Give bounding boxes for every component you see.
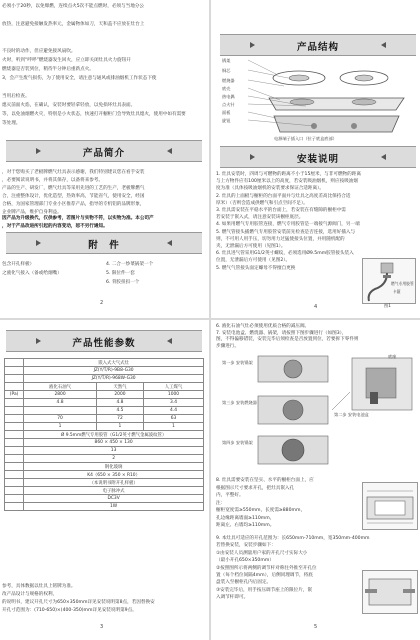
text-line: 距离左、右墙均≥110mm。 bbox=[216, 523, 275, 528]
text-line: 盘装入至橱柜孔内后固定。 bbox=[216, 580, 272, 586]
text-line: 5. 燃气管接头插燃气专用胶管安装前先检查是否连接，选用好插入与 bbox=[216, 229, 356, 235]
text-line: 若替换安装，安装步骤如下： bbox=[216, 543, 276, 549]
text-line: 等，以免油烟燃火灾，特别是小火状态，快速打开橱柜门会导致灶具熄火，使用中如有需要 bbox=[2, 112, 186, 117]
structure-label: 底壳 bbox=[222, 86, 231, 91]
table-row bbox=[5, 383, 204, 391]
text-line: 7. 安装电池盒、燃烧器、锅架，请按照下图步骤进行（如图3）， bbox=[216, 330, 347, 336]
table-row bbox=[5, 503, 204, 511]
table-cell: 860 × 450 × 130 bbox=[24, 439, 204, 447]
table-row bbox=[5, 431, 204, 439]
table-cell: 天然气 bbox=[96, 383, 143, 391]
table-cell bbox=[5, 463, 24, 471]
structure-label: 燃烧器 bbox=[222, 78, 235, 83]
table-cell: 1 bbox=[144, 423, 204, 431]
table-cell bbox=[5, 479, 24, 487]
table-row bbox=[5, 423, 204, 431]
table-cell bbox=[24, 407, 97, 415]
table-cell: 钢化玻璃 bbox=[24, 463, 204, 471]
table-row bbox=[5, 439, 204, 447]
text-line: 不良时的动作，但应避免接风扇吹。 bbox=[2, 49, 76, 54]
table-cell: 2000 bbox=[96, 391, 143, 399]
text-line: 的说明书，建议开孔尺寸为650×350mm详见安装说明第8点，若因替换安 bbox=[2, 600, 155, 605]
figure-label: 第三步 安装燃烧器 bbox=[222, 400, 257, 405]
table-cell bbox=[5, 495, 24, 503]
assembly-steps-diagram bbox=[220, 352, 416, 468]
section-title: 产品结构 bbox=[296, 42, 339, 53]
assembly-figure bbox=[220, 352, 416, 468]
text-line: 若安装于嵌入式，请注意安装该橱柜底层。 bbox=[216, 215, 304, 221]
text-line: 则，不可用人用手压，切勿用力过猛使接头位置，并用随机配的 bbox=[216, 236, 345, 242]
section-banner-intro bbox=[6, 140, 202, 162]
manual-page-2 bbox=[0, 0, 206, 316]
accessory-item: 之液化气接入（备或给烟嘴） bbox=[2, 271, 62, 276]
text-line: 火时，听到“呼呼”燃烧器发生回火，应立即关闭灶具火力旋钮开 bbox=[2, 58, 131, 63]
table-cell bbox=[5, 439, 24, 447]
text-line: 3，会产生废气损伤，为了使用安全，请注意与通风或排油烟机工作状态下使 bbox=[2, 76, 157, 81]
structure-label: 铜芯 bbox=[222, 68, 231, 73]
text-line: 产品的生产、研发厂，燃气灶具等采用先进的工艺的生产，老板牌燃气 bbox=[2, 186, 145, 191]
table-cell: 70 bbox=[24, 415, 97, 423]
spec-table bbox=[4, 358, 204, 511]
banner-arrow-right-icon bbox=[167, 338, 172, 344]
section-title: 产品性能参数 bbox=[72, 338, 136, 349]
table-cell: 液化石油气 bbox=[24, 383, 97, 391]
text-line: 与上方物件应有100厘米以上的高度，若安装吸油烟机，则应按吸油烟 bbox=[216, 179, 358, 185]
cutout-dimension-diagram bbox=[363, 483, 417, 529]
section-banner-accessories bbox=[6, 232, 202, 254]
table-row bbox=[5, 463, 204, 471]
page-number: 4 bbox=[314, 304, 318, 310]
text-line: 橱柜宽度需≥550mm，长度需≥880mm， bbox=[216, 508, 306, 513]
table-cell: 4.8 bbox=[96, 399, 143, 407]
table-cell bbox=[5, 487, 24, 495]
stove-exploded-view bbox=[214, 56, 420, 146]
table-cell bbox=[5, 415, 24, 423]
accessory-item: 6. 背胶扭扣一个 bbox=[106, 280, 140, 285]
structure-label: 面板 bbox=[222, 110, 231, 115]
table-cell bbox=[5, 383, 24, 391]
table-row bbox=[5, 495, 204, 503]
text-line: 参考，具体数据以灶具上铭牌为准。 bbox=[2, 584, 76, 589]
table-row bbox=[5, 415, 204, 423]
table-cell: 1000 bbox=[144, 391, 204, 399]
table-cell: 72 bbox=[96, 415, 143, 423]
page-number: 2 bbox=[100, 300, 104, 306]
table-cell: 人工煤气 bbox=[144, 383, 204, 391]
text-line: 必须小于20秒，以免爆燃，连续点火5次不能点燃时，必须与当地分公 bbox=[2, 4, 144, 9]
table-cell: JZ(Y/T/R)-968W-G30 bbox=[24, 375, 204, 383]
text-line: 孔边缘距离墙面≥110mm， bbox=[216, 515, 275, 521]
text-line: 6. 灶具进气管采用G1/2英寸螺纹，必须选用Ø9.5mm胶管接头装入 bbox=[216, 251, 354, 257]
manual-page-4 bbox=[214, 0, 420, 316]
text-line: 4. 如果用燃气专用胶管连接，燃气专用胶管是一端接气源阀门，另一端 bbox=[216, 222, 360, 228]
table-row bbox=[5, 399, 204, 407]
table-cell bbox=[5, 471, 24, 479]
table-cell bbox=[5, 375, 24, 383]
section-title: 安装说明 bbox=[296, 154, 339, 165]
text-line: ③安装完毕后，用手按压调节座上的限位片，嵌 bbox=[216, 587, 312, 593]
table-cell bbox=[5, 431, 24, 439]
text-line: 度为准（具体按吸油烟机的安装要求保证合适距离）。 bbox=[216, 186, 324, 192]
table-cell: （本说明书附开孔样板） bbox=[24, 479, 204, 487]
text-line: 位置，无泄漏后方可使用（见图2）。 bbox=[216, 258, 291, 264]
table-cell: 3.4 bbox=[144, 399, 204, 407]
structure-label: 热电偶 bbox=[222, 94, 235, 99]
table-cell: 4.4 bbox=[144, 407, 204, 415]
table-cell: JZ(Y/T/R)-9B8-G30 bbox=[24, 367, 204, 375]
table-cell bbox=[5, 455, 24, 463]
table-row bbox=[5, 375, 204, 383]
text-line: 9. 本灶具可适应的开孔范围为：长650mm-710mm，宽350mm-400mm bbox=[216, 536, 370, 541]
text-line: 企业牌产品，维护自身利益。 bbox=[2, 210, 62, 215]
table-cell: (Pa) bbox=[5, 391, 24, 399]
page-number: 3 bbox=[100, 624, 104, 630]
table-cell: 63 bbox=[144, 415, 204, 423]
structure-caption: 电源端子插入口（拉子底盒底部） bbox=[274, 136, 337, 141]
table-cell bbox=[5, 503, 24, 511]
banner-arrow-right-icon bbox=[167, 240, 172, 246]
adjust-bar-diagram bbox=[363, 571, 417, 613]
table-cell: DC3V bbox=[24, 495, 204, 503]
section-banner-install bbox=[220, 146, 416, 168]
table-row bbox=[5, 391, 204, 399]
booklet-fold-horizontal bbox=[0, 318, 420, 320]
text-line: 合格，为国家管理部门专业小区推荐产品，指导的专机铝的品牌形象， bbox=[2, 202, 145, 207]
cutout-figure bbox=[362, 482, 418, 530]
hose-figure bbox=[362, 258, 416, 304]
table-cell: 4.5 bbox=[96, 407, 143, 415]
table-cell: 1 bbox=[96, 423, 143, 431]
table-row bbox=[5, 471, 204, 479]
table-row bbox=[5, 407, 204, 415]
adjust-figure bbox=[362, 570, 418, 614]
banner-arrow-right-icon bbox=[381, 42, 386, 48]
text-line: 6. 液化石油气灶必须使用优质合格的减压阀。 bbox=[216, 324, 310, 329]
table-row bbox=[5, 367, 204, 375]
section-banner-specs bbox=[6, 330, 202, 352]
section-title: 产品简介 bbox=[82, 148, 125, 159]
table-cell: 1 bbox=[24, 423, 97, 431]
accessory-item: 5. 限位件一套 bbox=[106, 271, 135, 276]
text-line: 夹，无泄漏后方可使用（见图1）。 bbox=[216, 244, 286, 249]
text-line: 当用后检查。 bbox=[2, 94, 30, 99]
text-line: 熄灭前面火焰，在确认，安装时要轻拿轻放，以免损坏灶具表面。 bbox=[2, 103, 136, 108]
table-cell bbox=[5, 359, 24, 367]
figure-label: 燃气专用胶管 bbox=[391, 281, 414, 286]
accessory-item: 4. 二合一炒菜锅架一个 bbox=[106, 262, 154, 267]
text-line: 因产品为升级换代，仅供参考，若图片与实物不符，以实物为准。本公司产 bbox=[2, 216, 154, 221]
table-cell: 4.8 bbox=[24, 399, 97, 407]
booklet-fold-vertical bbox=[209, 0, 211, 640]
text-line: 5. 燃气气管接头面定螺母不得擅自更换 bbox=[216, 265, 296, 271]
text-line: 置（每个档位间隔4mm），后侧同理调节，将底 bbox=[216, 573, 313, 578]
table-cell bbox=[5, 367, 24, 375]
table-cell: 嵌入式大气式灶 bbox=[24, 359, 204, 367]
text-line: 入调节杆即可。 bbox=[216, 595, 249, 601]
table-cell: 13 bbox=[24, 447, 204, 455]
text-line: ②按照图所示将两侧的调节杆对称往外推至开孔位 bbox=[216, 565, 317, 571]
text-line: 等处理。 bbox=[2, 121, 21, 126]
figure-label: 第四步 安装锅架 bbox=[222, 440, 253, 445]
table-row bbox=[5, 455, 204, 463]
text-line: 放热，注意避免接触发热率元，金属物体如刀，天和盖不应放在灶台上 bbox=[2, 22, 145, 27]
text-line: ，必要阅读说明书，并将其保存，以备将来参考。 bbox=[2, 178, 104, 183]
text-line: 内，平整好。 bbox=[216, 493, 244, 498]
text-line: 1. 灶具安装时，四周与可燃物的距离不小于15厘米，与非可燃物的距离 bbox=[216, 172, 361, 177]
text-line: 步骤进行。 bbox=[216, 343, 239, 349]
table-cell: 电子脉冲式 bbox=[24, 487, 204, 495]
text-line: 8. 灶具需要安装在坚实、水平的橱柜台面上，应 bbox=[216, 478, 314, 483]
table-cell: 2800 bbox=[24, 391, 97, 399]
section-banner-structure bbox=[220, 34, 416, 56]
text-line: 合，注重整体设计，优化造型，热效率高，节能省气，使用安全，经国 bbox=[2, 194, 145, 199]
text-line: 根据图示尺寸要求开孔，把灶具嵌入孔 bbox=[216, 485, 295, 491]
text-line: （最小开孔650×350mm） bbox=[216, 558, 274, 564]
text-line: ，对于您购买了老板牌燃气灶具表示感谢，我们特别建议您在看手安装 bbox=[2, 170, 145, 175]
table-row bbox=[5, 447, 204, 455]
text-line: 改产品设计与规格的权利， bbox=[2, 592, 58, 597]
figure-label: 第一步 安装锅架 bbox=[222, 360, 253, 365]
text-line: 3. 灶具需安装在平稳水平的台面上，若安装在有缝隙的橱柜中需 bbox=[216, 208, 346, 213]
accessory-item: 包含开孔样板） bbox=[2, 262, 35, 267]
table-row bbox=[5, 479, 204, 487]
table-cell bbox=[5, 423, 24, 431]
text-line: 2. 灶具的上面板与橱柜的台面平面并与灶具之高度差高比保持合适 bbox=[216, 193, 351, 199]
figure-label: 卡箍 bbox=[393, 289, 401, 294]
page-number: 5 bbox=[314, 624, 318, 630]
text-line: 注： bbox=[216, 500, 226, 506]
text-line: 厚米）（否则会造成供燃气和引点空间不足）。 bbox=[216, 200, 308, 206]
text-line: ，对于产品改进所引起的内容变动，恕不另行通知。 bbox=[2, 224, 108, 229]
structure-label: 锅架 bbox=[222, 58, 231, 63]
banner-arrow-right-icon bbox=[167, 148, 172, 154]
text-line: 图，不得偏移错装，安装完毕后须检查是否放置到位，若要拆下零件则 bbox=[216, 337, 359, 342]
text-line: 燃烧器是否装到位，稍待半分钟后重新点火。 bbox=[2, 67, 94, 72]
banner-arrow-right-icon bbox=[381, 154, 386, 160]
table-row bbox=[5, 359, 204, 367]
manual-page-5 bbox=[214, 322, 420, 640]
table-row bbox=[5, 487, 204, 495]
table-cell: 1W bbox=[24, 503, 204, 511]
table-cell bbox=[5, 407, 24, 415]
manual-page-3 bbox=[0, 322, 206, 640]
structure-label: 旋钮 bbox=[222, 118, 231, 123]
figure-caption: 图1 bbox=[384, 303, 391, 308]
table-cell: Ø 9.5mm燃气专用胶管（G1/2英寸燃气金属波纹管） bbox=[24, 431, 204, 439]
text-line: ①由安装人员测量用户家的开孔尺寸实际大小 bbox=[216, 550, 308, 556]
section-title: 附 件 bbox=[88, 240, 120, 251]
structure-label: 点火针 bbox=[222, 102, 235, 107]
text-line: 开孔寸范围为：(710-650)×(400-350)mm详见安装说明第9点。 bbox=[2, 608, 137, 613]
table-cell bbox=[5, 399, 24, 407]
figure-label: 底座 bbox=[388, 354, 397, 359]
table-cell bbox=[5, 447, 24, 455]
figure-label: 第二步 安装电池盒 bbox=[334, 412, 369, 417]
table-cell: 2 bbox=[24, 455, 204, 463]
table-cell: K4（650 × 350 × R10） bbox=[24, 471, 204, 479]
